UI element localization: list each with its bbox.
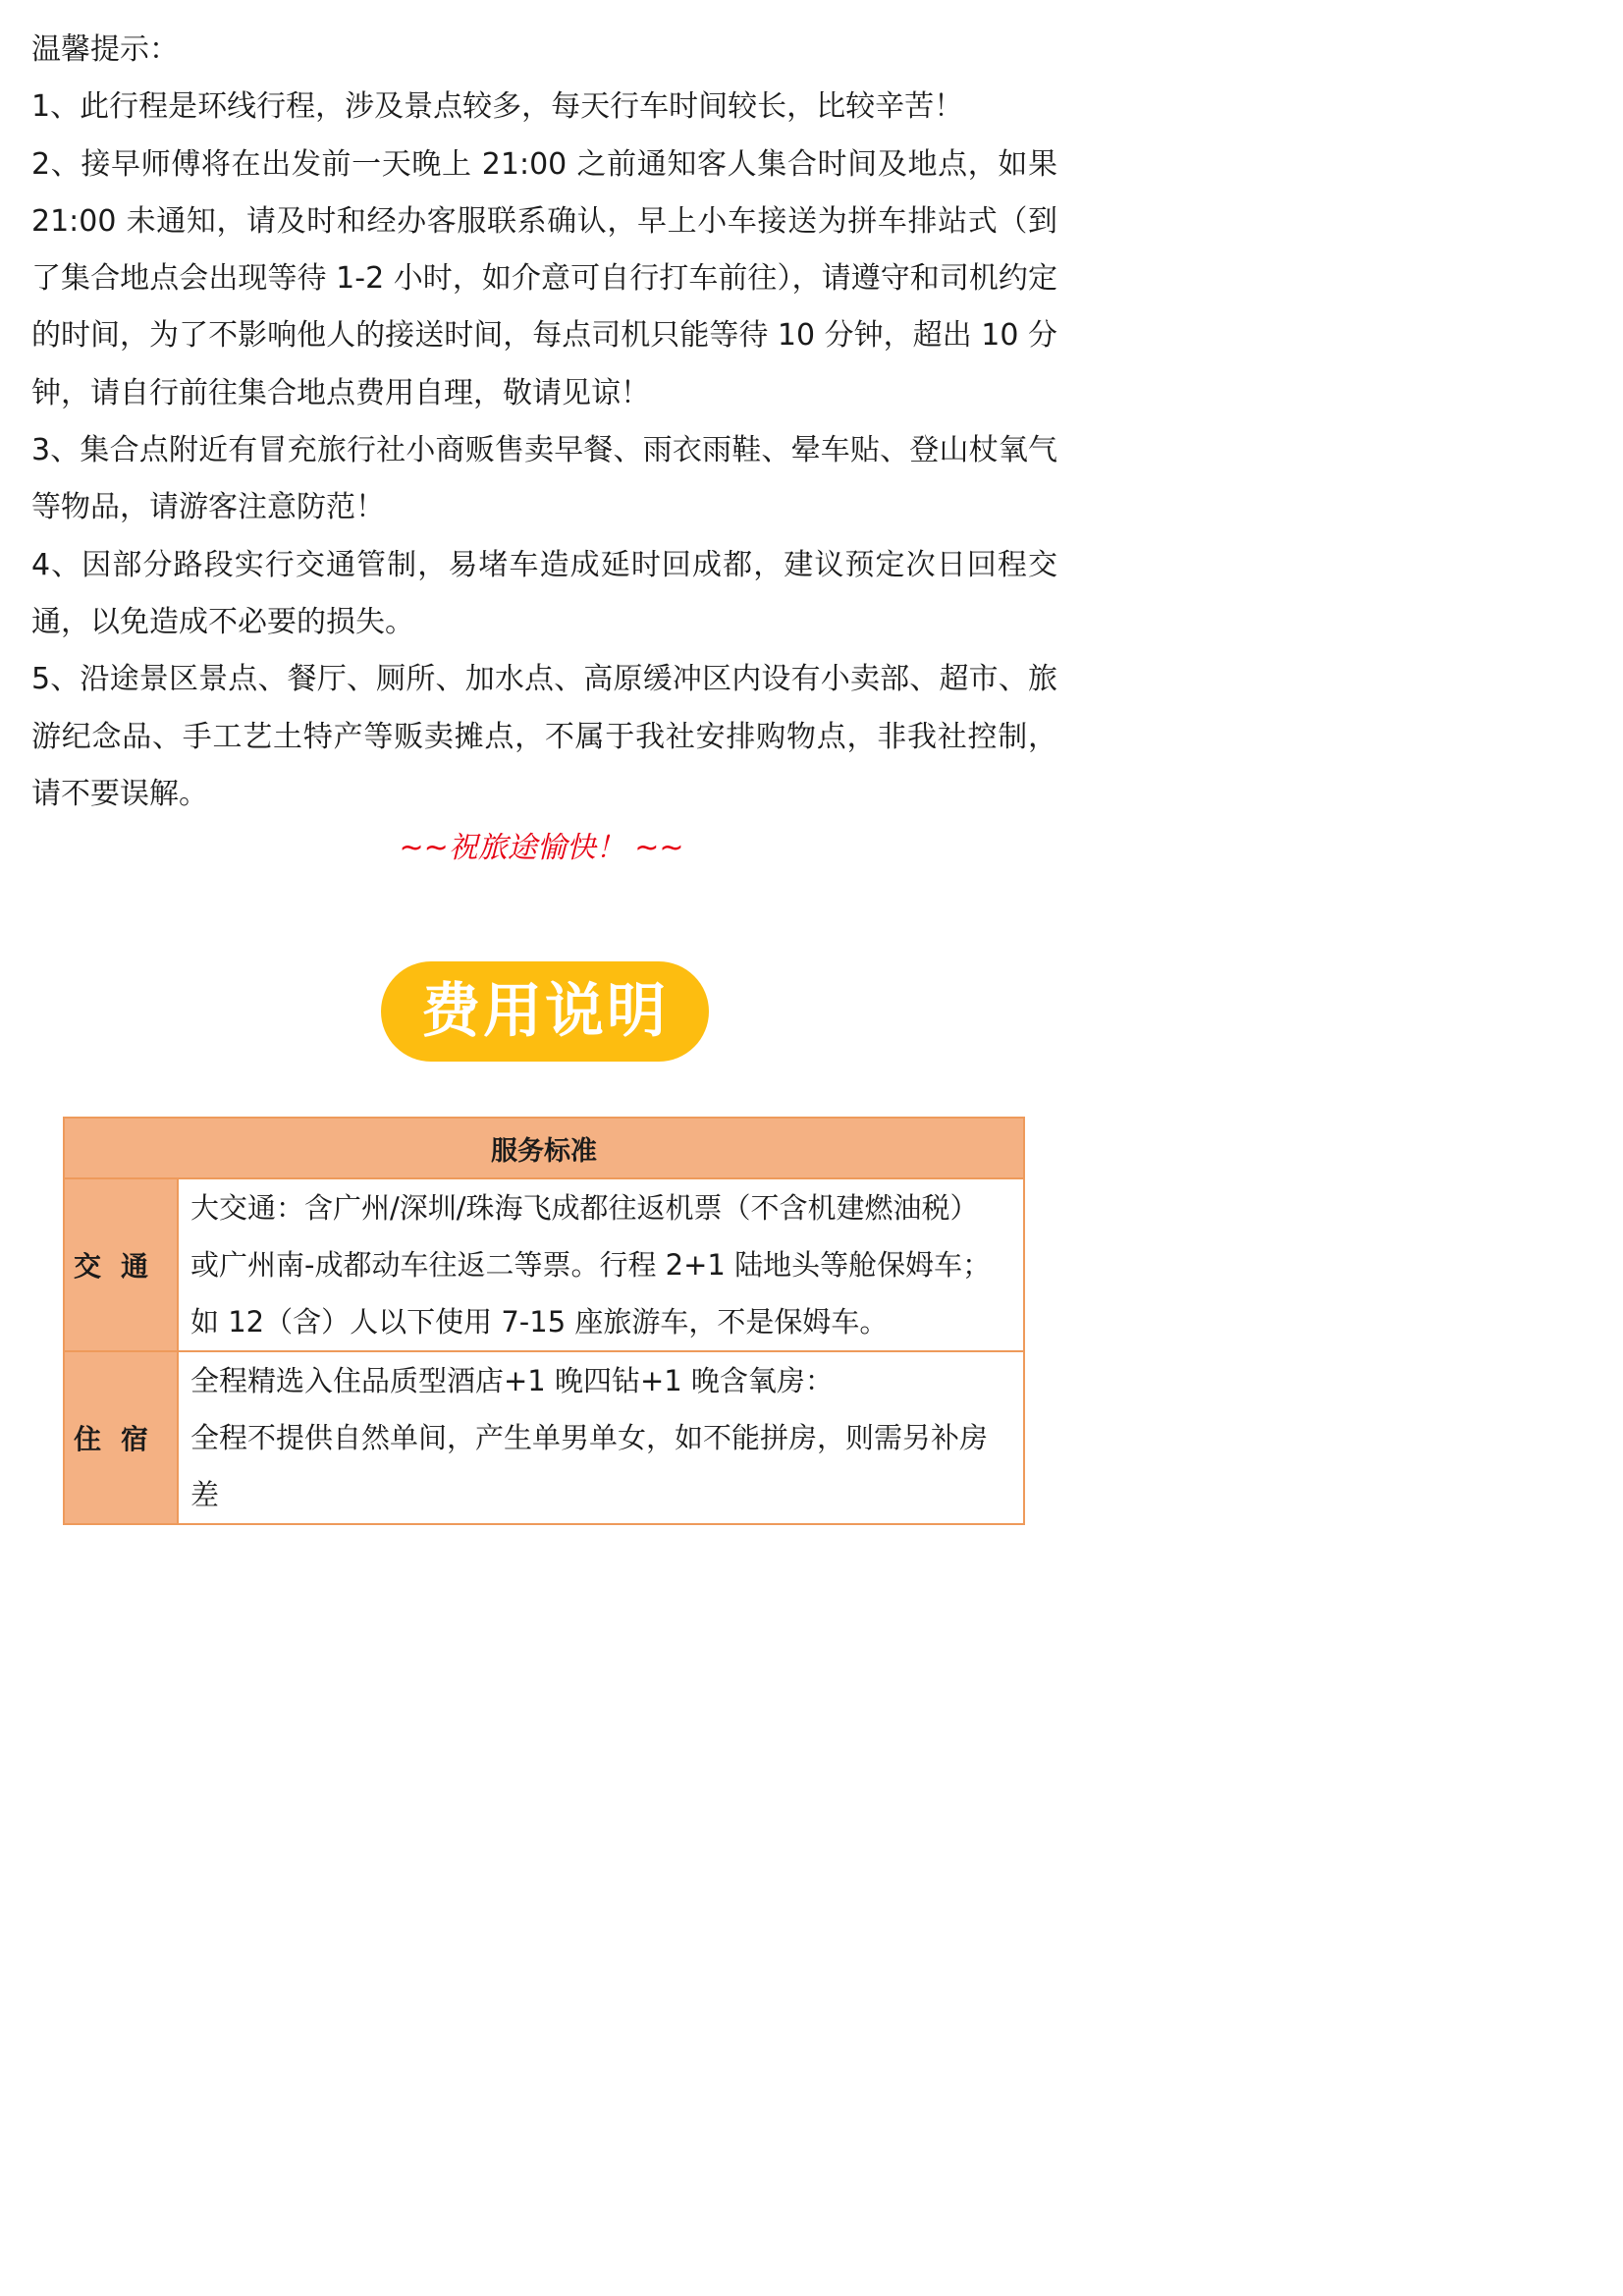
table-row-lodging (64, 1351, 1024, 1524)
lodging-line-1: 全程精选入住品质型酒店+1 晚四钻+1 晚含氧房： (190, 1364, 834, 1397)
transport-line-1: 大交通：含广州/深圳/珠海飞成都往返机票（不含机建燃油税） (190, 1191, 979, 1225)
note-item-3: 3、集合点附近有冒充旅行社小商贩售卖早餐、雨衣雨鞋、晕车贴、登山杖氧气等物品，请游客注意防范！ (31, 433, 1057, 525)
closing-wish: ~~祝旅途愉快！ ~~ (399, 831, 684, 865)
row-label-transport: 交通 (64, 1178, 178, 1351)
transport-line-3: 如 12（含）人以下使用 7-15 座旅游车，不是保姆车。 (190, 1305, 889, 1339)
note-item-2: 2、接早师傅将在出发前一天晚上 21:00 之前通知客人集合时间及地点，如果 21:00 未通知，请及时和经办客服联系确认，早上小车接送为拼车排站式（到了集合地点会出现等待 1-2 小时，如介意可自行打车前往），请遵守和司机约定的时间，为了不影响他人的接送时间，每点司机只能等待 10 分钟，超出 10 分钟，请自行前往集合地点费用自理，敬请见谅！ (31, 146, 1057, 410)
travel-notes (31, 22, 1057, 823)
note-item-5: 5、沿途景区景点、餐厅、厕所、加水点、高原缓冲区内设有小卖部、超市、旅游纪念品、手工艺土特产等贩卖摊点，不属于我社安排购物点，非我社控制，请不要误解。 (31, 662, 1057, 811)
transport-line-2: 或广州南-成都动车往返二等票。行程 2+1 陆地头等舱保姆车； (190, 1248, 992, 1282)
lodging-line-3: 差 (190, 1478, 220, 1511)
note-item-1: 1、此行程是环线行程，涉及景点较多，每天行车时间较长，比较辛苦！ (31, 89, 964, 125)
row-content-transport (178, 1178, 1024, 1351)
row-content-lodging (178, 1351, 1024, 1524)
lodging-line-2: 全程不提供自然单间，产生单男单女，如不能拼房，则需另补房 (190, 1421, 989, 1454)
note-item-4: 4、因部分路段实行交通管制，易堵车造成延时回成都，建议预定次日回程交通，以免造成不必要的损失。 (31, 547, 1057, 639)
notes-heading: 温馨提示： (31, 32, 179, 67)
row-label-lodging: 住宿 (64, 1351, 178, 1524)
service-standard-table (63, 1117, 1025, 1525)
table-header: 服务标准 (64, 1118, 1024, 1178)
fee-section-title: 费用说明 (381, 961, 709, 1062)
table-row-transport (64, 1178, 1024, 1351)
